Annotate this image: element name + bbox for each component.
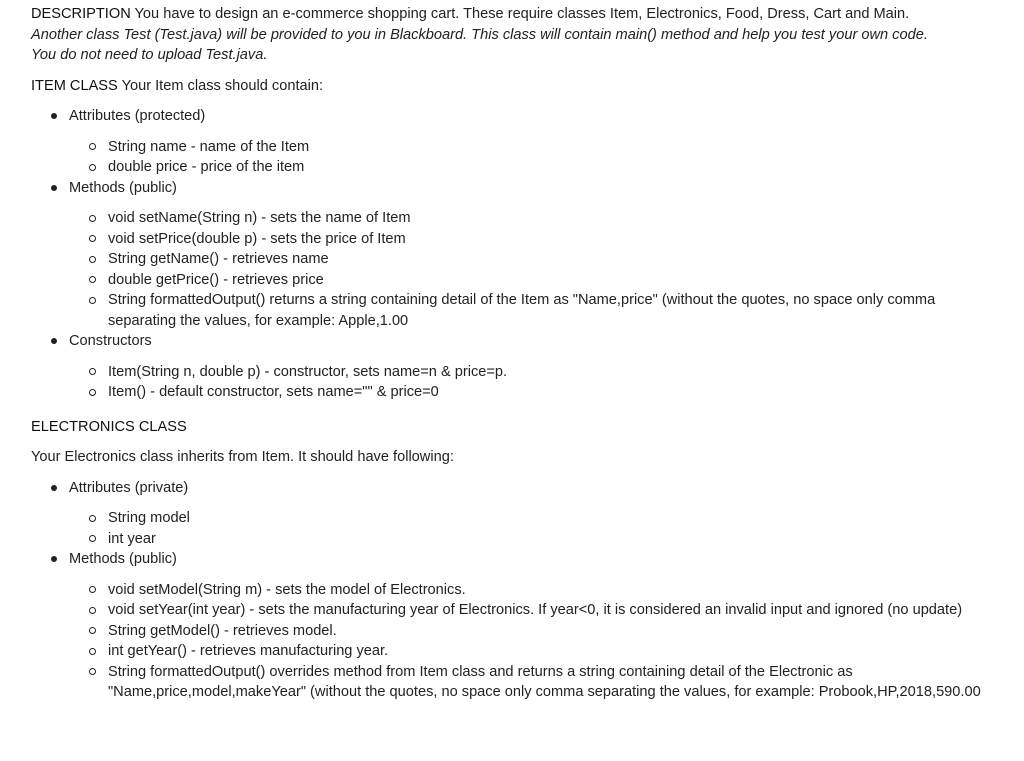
list-item (69, 137, 1001, 158)
electronics-attributes-list (69, 508, 1001, 549)
item-attributes-group (31, 106, 1001, 178)
bullet-circle-icon (89, 235, 96, 242)
list-item-text: double price - price of the item (108, 159, 305, 175)
list-item (69, 662, 1001, 703)
list-item-text: String getName() - retrieves name (108, 251, 329, 267)
list-item (69, 641, 1001, 662)
bullet-circle-icon (89, 256, 96, 263)
list-item (69, 621, 1001, 642)
description-label: DESCRIPTION (31, 6, 131, 22)
bullet-circle-icon (89, 648, 96, 655)
document-page (31, 4, 1001, 703)
electronics-attributes-group (31, 478, 1001, 550)
bullet-circle-icon (89, 535, 96, 542)
list-item (69, 362, 1001, 383)
bullet-circle-icon (89, 627, 96, 634)
bullet-circle-icon (89, 515, 96, 522)
list-item (69, 382, 1001, 403)
electronics-methods-group (31, 549, 1001, 703)
list-item-text: void setModel(String m) - sets the model of Electronics. (108, 581, 466, 598)
bullet-dot-icon (51, 113, 57, 119)
list-item-text: String model (108, 510, 190, 526)
bullet-circle-icon (89, 164, 96, 171)
group-title: Attributes (private) (69, 479, 189, 496)
item-methods-group (31, 178, 1001, 332)
list-item-text: Item(String n, double p) - constructor, sets name=n & price=p. (108, 363, 508, 380)
description-italic-line1: Another class Test (Test.java) will be provided to you in Blackboard. This class will contain main() method and help you test your own code. (31, 26, 928, 43)
list-item-text: String getModel() - retrieves model. (108, 622, 337, 639)
list-item-text: Item() - default constructor, sets name="" & price=0 (108, 384, 439, 400)
bullet-circle-icon (89, 389, 96, 396)
bullet-dot-icon (51, 185, 57, 191)
list-item-text: int year (108, 530, 156, 547)
item-class-list (31, 106, 1001, 403)
list-item (69, 600, 1001, 621)
list-item-text: String formattedOutput() returns a string containing detail of the Item as "Name,price" (without the quotes, no space only comma separating the values, for example: Apple,1.00 (108, 292, 936, 329)
description-text: You have to design an e-commerce shopping cart. These require classes Item, Electronics, Food, Dress, Cart and Main. (130, 6, 910, 22)
list-item-text: void setPrice(double p) - sets the price of Item (108, 230, 406, 247)
description-paragraph (31, 4, 1001, 25)
electronics-methods-list (69, 580, 1001, 703)
bullet-circle-icon (89, 297, 96, 304)
electronics-class-heading: ELECTRONICS CLASS (31, 418, 187, 435)
item-class-heading (31, 76, 1001, 97)
bullet-dot-icon (51, 338, 57, 344)
list-item (69, 580, 1001, 601)
bullet-circle-icon (89, 668, 96, 675)
bullet-circle-icon (89, 586, 96, 593)
item-methods-list (69, 208, 1001, 331)
electronics-class-list (31, 478, 1001, 703)
list-item-text: int getYear() - retrieves manufacturing year. (108, 643, 389, 659)
bullet-circle-icon (89, 607, 96, 614)
group-title: Constructors (69, 333, 152, 349)
list-item (69, 208, 1001, 229)
bullet-dot-icon (51, 556, 57, 562)
bullet-circle-icon (89, 276, 96, 283)
item-class-intro: Your Item class should contain: (117, 77, 324, 94)
bullet-circle-icon (89, 368, 96, 375)
list-item (69, 270, 1001, 291)
list-item-text: String formattedOutput() overrides method from Item class and returns a string containing detail of the Electronic as "Name,price,model,makeYear" (without the quotes, no space only comma separating the values, for example: Probook,HP,2018,590.00 (108, 663, 981, 700)
list-item (69, 229, 1001, 250)
list-item-text: String name - name of the Item (108, 138, 310, 155)
item-attributes-list (69, 137, 1001, 178)
item-constructors-list (69, 362, 1001, 403)
description-italic-line2: You do not need to upload Test.java. (31, 47, 268, 63)
list-item-text: void setName(String n) - sets the name of Item (108, 210, 411, 226)
item-constructors-group (31, 331, 1001, 403)
group-title: Attributes (protected) (69, 108, 206, 124)
list-item (69, 529, 1001, 550)
bullet-circle-icon (89, 143, 96, 150)
bullet-dot-icon (51, 485, 57, 491)
list-item-text: void setYear(int year) - sets the manufacturing year of Electronics. If year<0, it is considered an invalid input and ignored (no update) (108, 602, 963, 618)
list-item (69, 508, 1001, 529)
bullet-circle-icon (89, 215, 96, 222)
group-title: Methods (public) (69, 551, 177, 567)
list-item (69, 157, 1001, 178)
group-title: Methods (public) (69, 179, 177, 196)
electronics-class-intro: Your Electronics class inherits from Item. It should have following: (31, 449, 454, 465)
list-item-text: double getPrice() - retrieves price (108, 271, 324, 288)
list-item (69, 290, 1001, 331)
item-class-label: ITEM CLASS (31, 77, 118, 94)
list-item (69, 249, 1001, 270)
